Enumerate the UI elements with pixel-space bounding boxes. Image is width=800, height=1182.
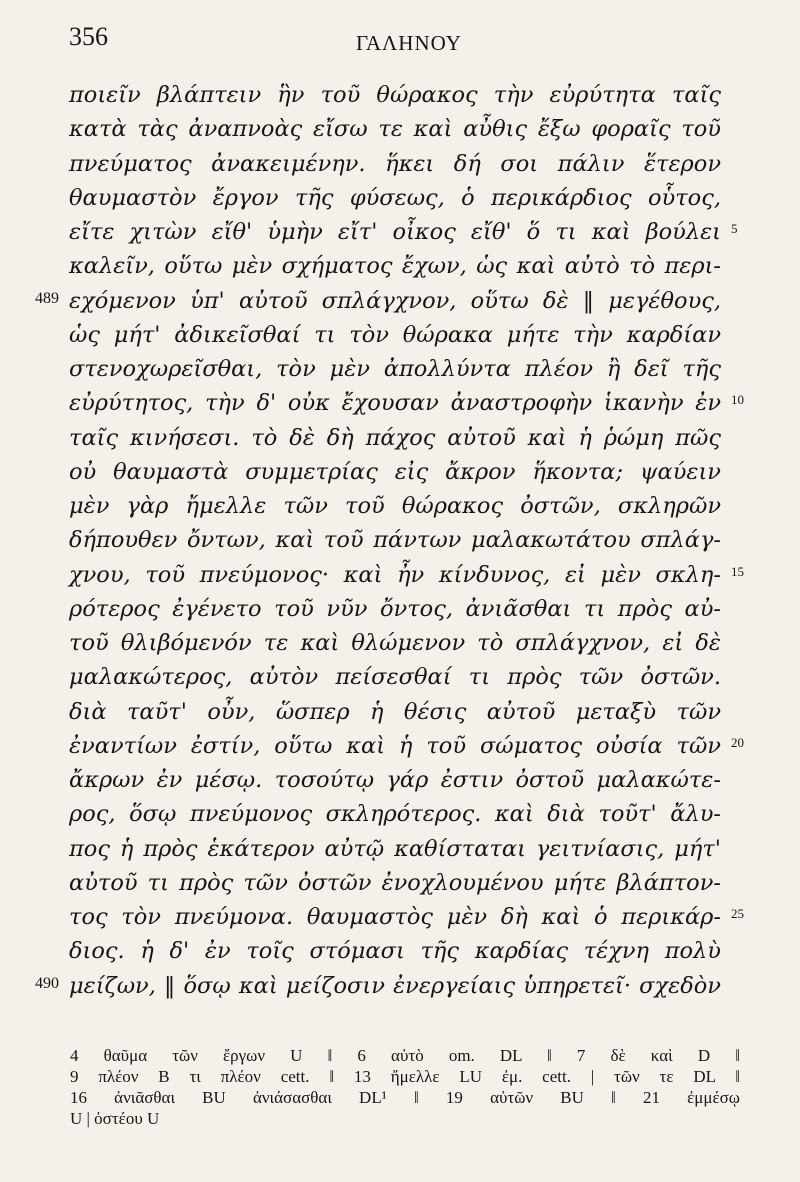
text-line: [0, 112, 800, 146]
text-line: [0, 523, 800, 557]
line-text: τος τὸν πνεύμονα. θαυμαστὸς μὲν δὴ καὶ ὁ περικάρ-: [69, 904, 721, 930]
text-line: [0, 147, 800, 181]
line-text: εὐρύτητος, τὴν δ' οὐκ ἔχουσαν ἀναστροφὴν ἱκανὴν ἐν: [69, 390, 721, 417]
text-line: [0, 592, 800, 626]
line-text: δήπουθεν ὄντων, καὶ τοῦ πάντων μαλακωτάτου σπλάγ-: [69, 527, 721, 554]
text-line: [0, 969, 800, 1003]
line-text: ρότερος ἐγένετο τοῦ νῦν ὄντος, ἀνιᾶσθαι τι πρὸς αὐ-: [69, 595, 721, 622]
text-line: [0, 455, 800, 489]
line-text: εχόμενον ὑπ' αὐτοῦ σπλάγχνον, οὕτω δὲ ‖ μεγέθους,: [69, 287, 721, 314]
line-text: διος. ἡ δ' ἐν τοῖς στόμασι τῆς καρδίας τέχνη πολὺ: [69, 938, 721, 965]
text-line: [0, 215, 800, 249]
text-line: [0, 660, 800, 694]
line-number: 25: [731, 906, 744, 921]
critical-apparatus: [70, 1045, 740, 1129]
line-number: 10: [731, 392, 744, 408]
main-text: [0, 78, 800, 1003]
text-line: [0, 832, 800, 866]
text-line: [0, 934, 800, 968]
line-text: οὐ θαυμαστὰ συμμετρίας εἰς ἄκρον ἥκοντα; ψαύειν: [69, 458, 721, 485]
line-text: τοῦ θλιβόμενόν τε καὶ θλώμενον τὸ σπλάγχνον, εἰ δὲ: [69, 630, 721, 656]
text-line: [0, 695, 800, 729]
line-text: ποιεῖν βλάπτειν ἣν τοῦ θώρακος τὴν εὐρύτητα ταῖς: [69, 82, 721, 108]
text-line: [0, 284, 800, 318]
text-line: [0, 386, 800, 420]
text-line: [0, 558, 800, 592]
running-head: ΓΑΛΗΝΟΥ: [356, 31, 462, 55]
text-line: [0, 78, 800, 112]
apparatus-line: U | ὀστέου U: [70, 1109, 160, 1128]
text-line: [0, 626, 800, 660]
line-text: ὡς μήτ' ἀδικεῖσθαί τι τὸν θώρακα μήτε τὴν καρδίαν: [69, 321, 721, 348]
line-text: κατὰ τὰς ἀναπνοὰς εἴσω τε καὶ αὖθις ἔξω φοραῖς τοῦ: [69, 116, 721, 143]
edition-page-reference: 489: [35, 289, 59, 307]
page-number: 356: [69, 22, 108, 51]
text-line: [0, 797, 800, 831]
text-line: [0, 249, 800, 283]
line-number: 15: [731, 563, 744, 579]
line-text: χνου, τοῦ πνεύμονος· καὶ ἦν κίνδυνος, εἰ μὲν σκλη-: [69, 561, 721, 588]
text-line: [0, 866, 800, 900]
text-line: [0, 763, 800, 797]
edition-page-reference: 490: [35, 974, 59, 992]
line-text: αὐτοῦ τι πρὸς τῶν ὀστῶν ἐνοχλουμένου μήτε βλάπτον-: [69, 869, 721, 896]
line-text: μὲν γὰρ ἤμελλε τῶν τοῦ θώρακος ὀστῶν, σκληρῶν: [69, 493, 721, 519]
text-line: [0, 900, 800, 934]
line-text: θαυμαστὸν ἔργον τῆς φύσεως, ὁ περικάρδιος οὗτος,: [69, 184, 721, 211]
line-text: ταῖς κινήσεσι. τὸ δὲ δὴ πάχος αὐτοῦ καὶ ἡ ῥώμη πῶς: [69, 424, 721, 451]
text-line: [0, 489, 800, 523]
line-text: ρος, ὅσῳ πνεύμονος σκληρότερος. καὶ διὰ τοῦτ' ἄλυ-: [69, 801, 721, 828]
line-text: διὰ ταῦτ' οὖν, ὥσπερ ἡ θέσις αὐτοῦ μεταξὺ τῶν: [69, 698, 721, 725]
apparatus-line: 4 θαῦμα τῶν ἔργων U ‖ 6 αὐτὸ om. DL ‖ 7 δὲ καὶ D ‖: [70, 1046, 740, 1065]
text-line: [0, 421, 800, 455]
line-text: εἴτε χιτὼν εἴθ' ὑμὴν εἴτ' οἶκος εἴθ' ὅ τι καὶ βούλει: [69, 219, 721, 245]
line-text: μείζων, ‖ ὅσῳ καὶ μείζοσιν ἐνεργείαις ὑπηρετεῖ· σχεδὸν: [69, 972, 721, 999]
line-text: ἐναντίων ἐστίν, οὕτω καὶ ἡ τοῦ σώματος οὐσία τῶν: [69, 732, 721, 759]
apparatus-line: 16 ἀνιᾶσθαι BU ἀνιάσασθαι DL¹ ‖ 19 αὐτῶν BU ‖ 21 ἐμμέσῳ: [70, 1088, 740, 1107]
apparatus-line: 9 πλέον B τι πλέον cett. ‖ 13 ἤμελλε LU ἐμ. cett. | τῶν τε DL ‖: [70, 1067, 740, 1086]
line-text: μαλακώτερος, αὐτὸν πείσεσθαί τι πρὸς τῶν ὀστῶν.: [69, 664, 721, 691]
line-number: 20: [731, 734, 744, 750]
text-line: [0, 729, 800, 763]
text-line: [0, 352, 800, 386]
line-text: πος ἡ πρὸς ἑκάτερον αὐτῷ καθίσταται γειτνίασις, μήτ': [69, 835, 721, 862]
line-text: ἄκρων ἐν μέσῳ. τοσούτῳ γάρ ἐστιν ὀστοῦ μαλακώτε-: [69, 767, 721, 793]
line-text: καλεῖν, οὕτω μὲν σχήματος ἔχων, ὡς καὶ αὐτὸ τὸ περι-: [69, 253, 721, 280]
line-number: 5: [731, 221, 738, 236]
line-text: πνεύματος ἀνακειμένην. ἥκει δή σοι πάλιν ἕτερον: [69, 150, 721, 177]
line-text: στενοχωρεῖσθαι, τὸν μὲν ἀπολλύντα πλέον ἢ δεῖ τῆς: [69, 356, 721, 382]
text-line: [0, 181, 800, 215]
text-line: [0, 318, 800, 352]
